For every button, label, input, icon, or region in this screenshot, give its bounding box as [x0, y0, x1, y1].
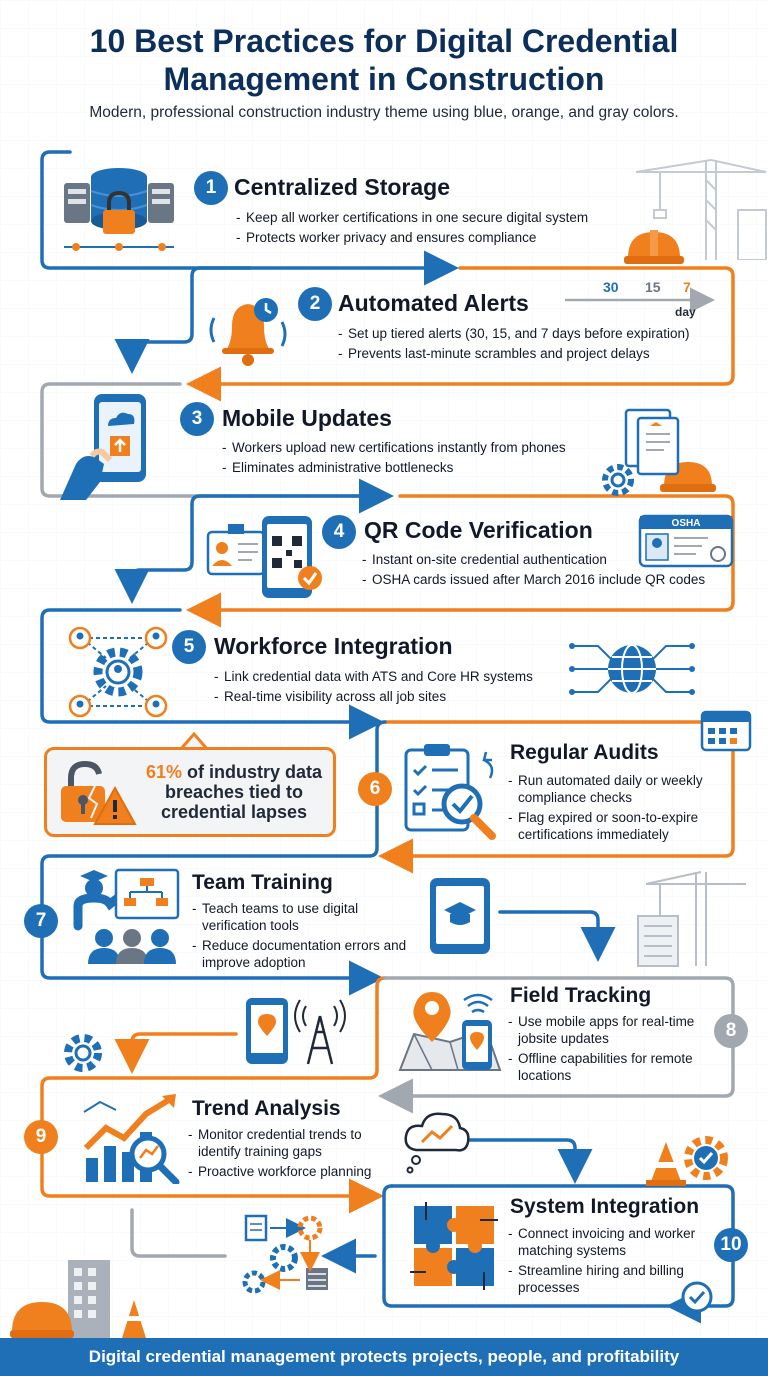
point: - Connect invoicing and worker matching systems — [508, 1225, 718, 1259]
title-system-integration: System Integration — [510, 1195, 700, 1218]
page-subtitle: Modern, professional construction industry theme using blue, orange, and gray colors. — [89, 104, 679, 121]
points-centralized-storage — [236, 209, 626, 249]
points-mobile-updates — [222, 439, 622, 479]
hard-hat-icon — [622, 226, 686, 268]
title-mobile-updates: Mobile Updates — [222, 405, 392, 431]
point: - Streamline hiring and billing processes — [508, 1262, 718, 1296]
point: - Monitor credential trends to identify training gaps — [188, 1126, 398, 1160]
check-circle-icon — [680, 1280, 714, 1314]
point: - Instant on-site credential authentication — [362, 551, 732, 568]
calendar-icon — [700, 706, 752, 752]
map-pin-icon — [398, 990, 502, 1076]
point: - Flag expired or soon-to-expire certifications immediately — [508, 809, 728, 843]
buildings-hat-cone-icon — [10, 1256, 150, 1338]
crane-building-icon — [636, 866, 746, 976]
points-team-training — [192, 900, 407, 974]
osha-card-label: OSHA — [671, 518, 701, 529]
points-automated-alerts — [338, 325, 728, 365]
title-workforce-integration: Workforce Integration — [214, 633, 453, 659]
cloud-trend-icon — [402, 1108, 472, 1174]
tablet-graduation-icon — [428, 876, 492, 956]
title-automated-alerts: Automated Alerts — [338, 290, 529, 316]
day-7: 7 — [683, 279, 691, 295]
points-regular-audits — [508, 772, 728, 846]
point: - Keep all worker certifications in one secure digital system — [236, 209, 626, 226]
point: - Real-time visibility across all job sites — [214, 688, 594, 705]
badge-4: 4 — [322, 515, 356, 549]
title-trend-analysis: Trend Analysis — [192, 1097, 341, 1120]
badge-5: 5 — [172, 630, 206, 664]
title-regular-audits: Regular Audits — [510, 741, 659, 764]
point: - Teach teams to use digital verification tools — [192, 900, 407, 934]
badge-7: 7 — [24, 904, 58, 938]
point: - Use mobile apps for real-time jobsite updates — [508, 1013, 718, 1047]
point: - Workers upload new certifications instantly from phones — [222, 439, 622, 456]
point: - Proactive workforce planning — [188, 1163, 398, 1180]
badge-10: 10 — [714, 1228, 748, 1262]
points-trend-analysis — [188, 1126, 398, 1183]
globe-network-icon — [568, 626, 696, 712]
stat-percent: 61% — [145, 762, 182, 782]
network-gear-icon — [66, 624, 170, 720]
point: - Run automated daily or weekly compliance checks — [508, 772, 728, 806]
workflow-gears-icon — [238, 1212, 334, 1296]
gear-icon — [60, 1030, 106, 1076]
title-centralized-storage: Centralized Storage — [234, 174, 450, 200]
title-team-training: Team Training — [192, 871, 333, 894]
osha-card-icon — [638, 514, 734, 568]
stat-description: of industry data breaches tied to credential lapses — [160, 762, 323, 822]
phone-tower-icon — [244, 996, 348, 1066]
point: - Prevents last-minute scrambles and project delays — [338, 345, 728, 362]
point: - OSHA cards issued after March 2016 include QR codes — [362, 571, 732, 588]
point: - Offline capabilities for remote locations — [508, 1050, 718, 1084]
bell-icon — [206, 292, 290, 368]
clipboard-search-icon — [400, 740, 500, 840]
badge-3: 3 — [180, 402, 214, 436]
badge-1: 1 — [194, 171, 228, 205]
phone-upload-icon — [56, 392, 156, 502]
point: - Reduce documentation errors and improve adoption — [192, 937, 407, 971]
title-qr-code-verification: QR Code Verification — [364, 517, 593, 543]
gear-check-icon — [680, 1132, 732, 1184]
badge-9: 9 — [24, 1120, 58, 1154]
point: - Eliminates administrative bottlenecks — [222, 459, 622, 476]
page-title: 10 Best Practices for Digital Credential Management in Construction — [89, 23, 679, 97]
trend-chart-icon — [76, 1092, 184, 1184]
qr-phone-icon — [206, 514, 330, 600]
stat-text — [139, 762, 329, 822]
badge-8: 8 — [714, 1014, 748, 1048]
badge-6: 6 — [358, 772, 392, 806]
stat-callout — [44, 747, 336, 837]
day-15: 15 — [645, 279, 661, 295]
points-field-tracking — [508, 1013, 718, 1087]
badge-2: 2 — [298, 287, 332, 321]
point: - Set up tiered alerts (30, 15, and 7 days before expiration) — [338, 325, 728, 342]
point: - Protects worker privacy and ensures compliance — [236, 229, 626, 246]
points-workforce-integration — [214, 668, 594, 708]
day-unit: day — [675, 305, 696, 319]
title-field-tracking: Field Tracking — [510, 984, 652, 1007]
footer-banner: Digital credential management protects projects, people, and profitability — [0, 1338, 768, 1376]
documents-gear-icon — [598, 408, 682, 502]
training-icon — [70, 866, 182, 966]
point: - Link credential data with ATS and Core HR systems — [214, 668, 594, 685]
day-30: 30 — [603, 279, 619, 295]
broken-lock-warning-icon — [57, 758, 137, 826]
server-lock-icon — [60, 165, 180, 260]
puzzle-icon — [408, 1200, 500, 1292]
